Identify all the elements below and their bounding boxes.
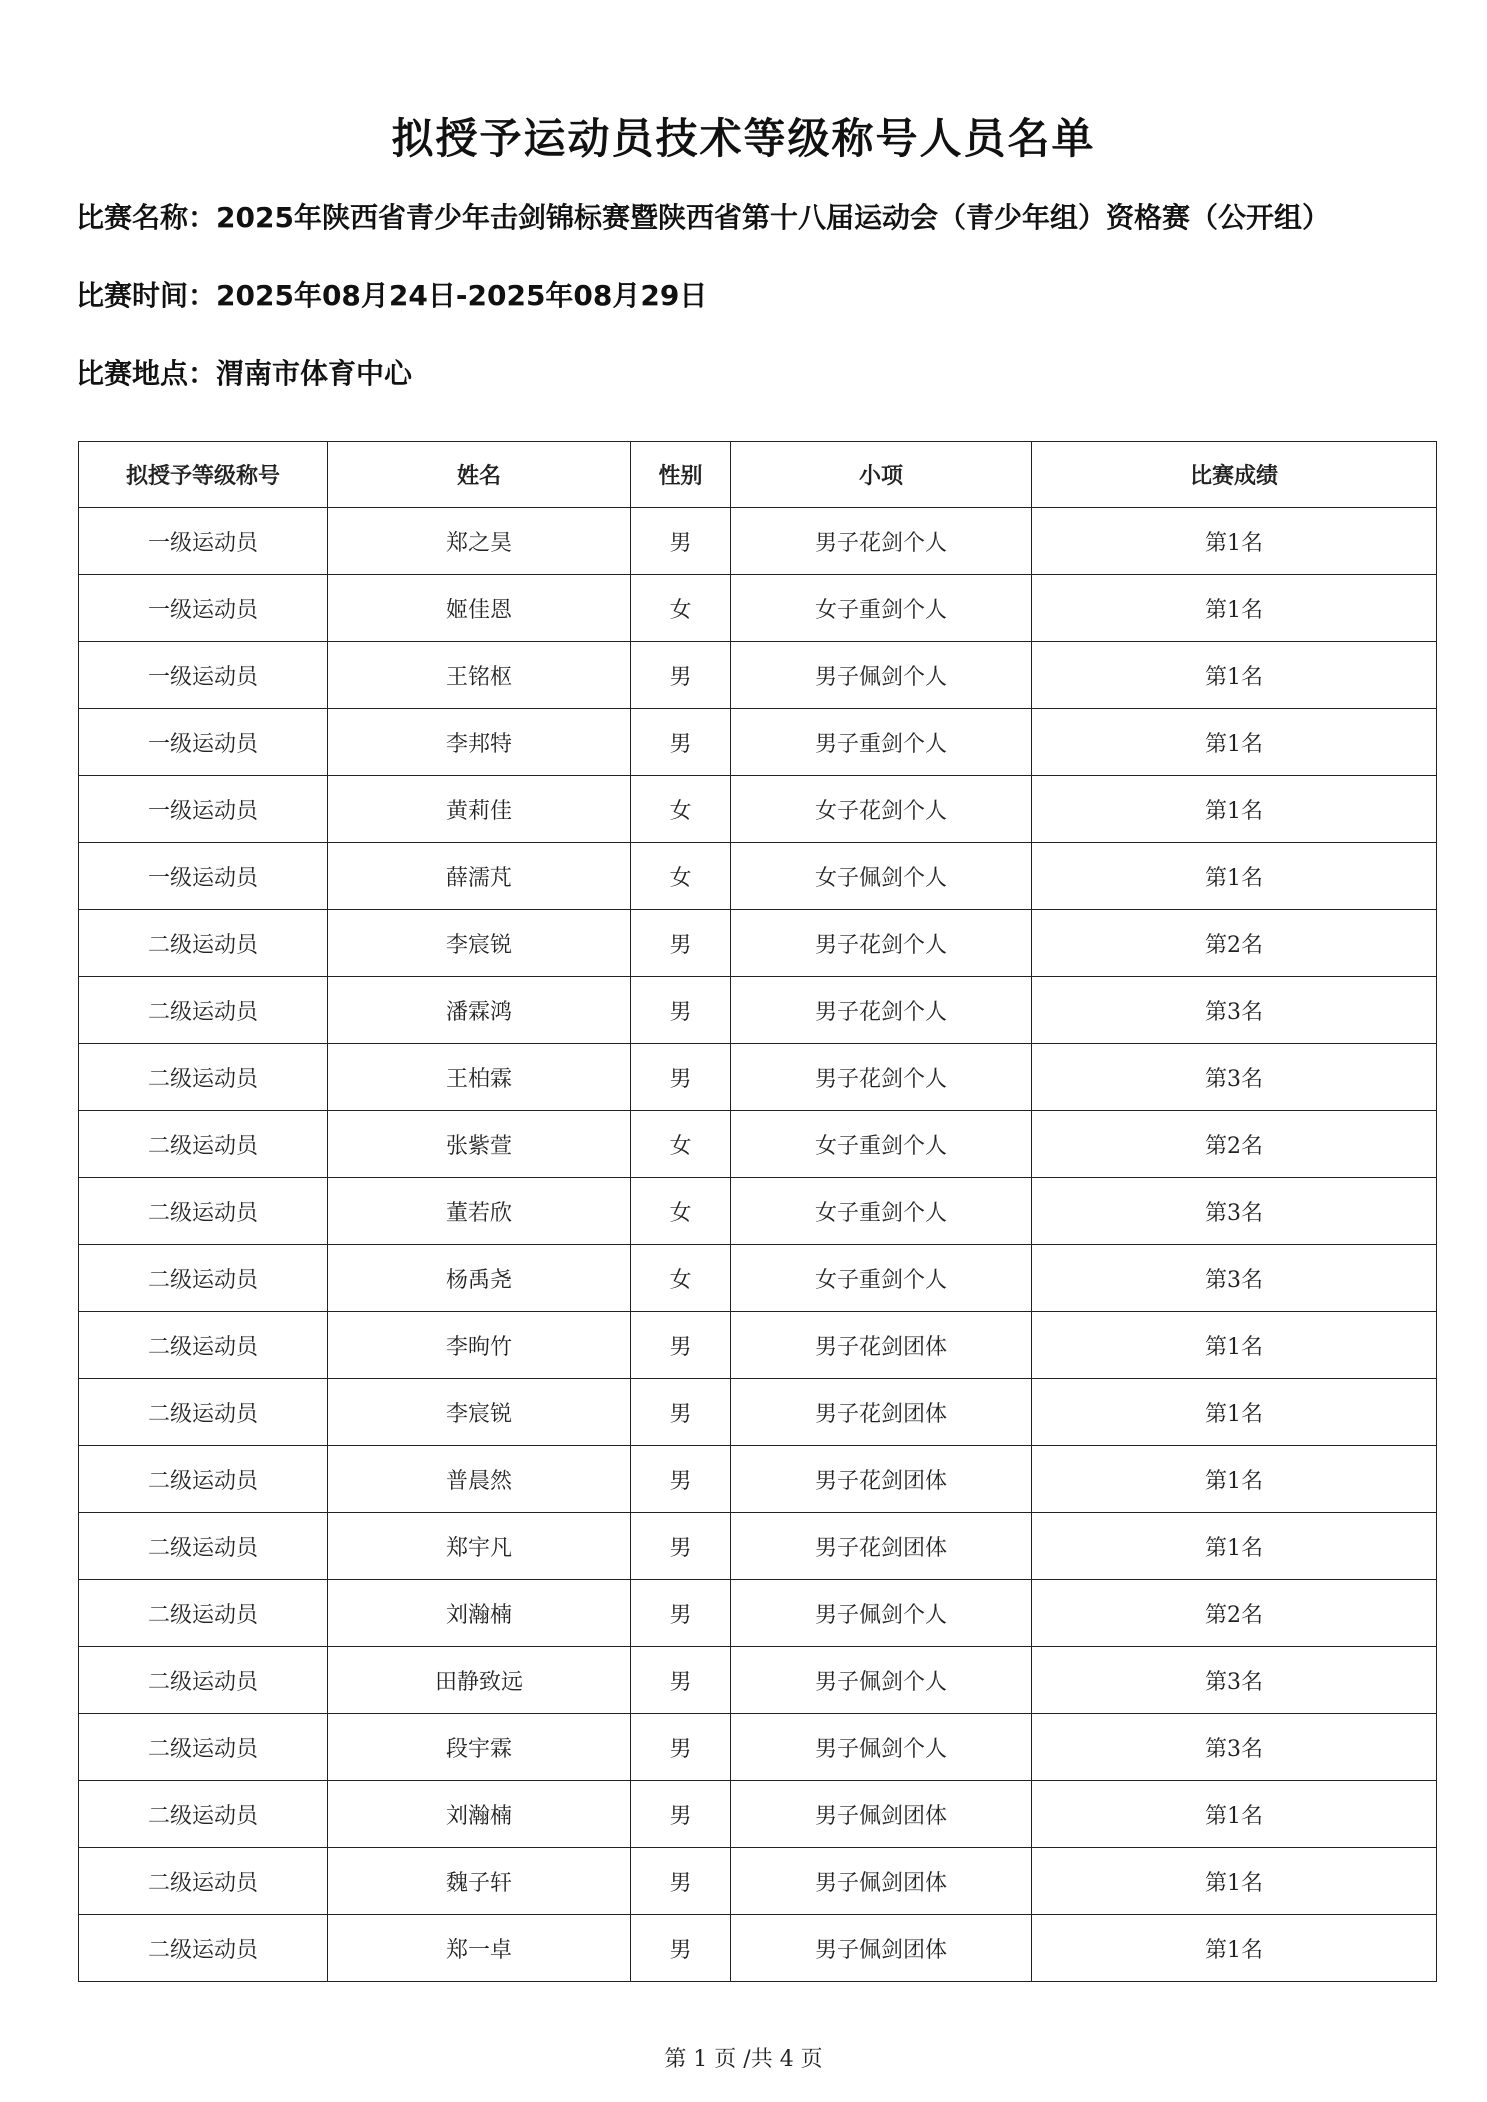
cell-name: 郑一卓 xyxy=(328,1915,631,1982)
cell-name: 魏子轩 xyxy=(328,1848,631,1915)
cell-event: 男子佩剑团体 xyxy=(731,1915,1032,1982)
cell-gender: 男 xyxy=(631,1714,731,1781)
table-row xyxy=(79,508,1437,575)
cell-event: 男子花剑团体 xyxy=(731,1446,1032,1513)
cell-result: 第2名 xyxy=(1032,910,1437,977)
cell-event: 男子重剑个人 xyxy=(731,709,1032,776)
cell-result: 第1名 xyxy=(1032,508,1437,575)
header-name: 姓名 xyxy=(328,442,631,508)
competition-venue-line xyxy=(76,352,412,392)
cell-grade-title: 二级运动员 xyxy=(79,1245,328,1312)
cell-event: 男子花剑个人 xyxy=(731,910,1032,977)
cell-grade-title: 二级运动员 xyxy=(79,1580,328,1647)
cell-gender: 女 xyxy=(631,1245,731,1312)
cell-gender: 男 xyxy=(631,1044,731,1111)
competition-name-value: 2025年陕西省青少年击剑锦标赛暨陕西省第十八届运动会（青少年组）资格赛（公开组） xyxy=(216,201,1330,234)
cell-result: 第1名 xyxy=(1032,776,1437,843)
cell-event: 男子佩剑个人 xyxy=(731,1580,1032,1647)
cell-result: 第3名 xyxy=(1032,1714,1437,1781)
cell-event: 男子花剑个人 xyxy=(731,1044,1032,1111)
page-number: 第 1 页 /共 4 页 xyxy=(664,2047,823,2072)
competition-time-line xyxy=(76,274,707,314)
table-row xyxy=(79,1312,1437,1379)
cell-gender: 男 xyxy=(631,1647,731,1714)
cell-grade-title: 一级运动员 xyxy=(79,642,328,709)
cell-result: 第3名 xyxy=(1032,1044,1437,1111)
cell-name: 郑宇凡 xyxy=(328,1513,631,1580)
cell-name: 李昫竹 xyxy=(328,1312,631,1379)
header-event: 小项 xyxy=(731,442,1032,508)
table-row xyxy=(79,1379,1437,1446)
cell-name: 田静致远 xyxy=(328,1647,631,1714)
table-row xyxy=(79,1044,1437,1111)
cell-gender: 男 xyxy=(631,1848,731,1915)
cell-result: 第1名 xyxy=(1032,1781,1437,1848)
cell-gender: 男 xyxy=(631,1446,731,1513)
table-row xyxy=(79,1647,1437,1714)
cell-result: 第1名 xyxy=(1032,1915,1437,1982)
athlete-grade-table xyxy=(78,441,1437,1982)
cell-gender: 男 xyxy=(631,642,731,709)
table-row xyxy=(79,1848,1437,1915)
cell-result: 第2名 xyxy=(1032,1111,1437,1178)
cell-name: 李邦特 xyxy=(328,709,631,776)
table-row xyxy=(79,977,1437,1044)
cell-gender: 男 xyxy=(631,508,731,575)
competition-name-line xyxy=(76,196,1330,236)
cell-name: 刘瀚楠 xyxy=(328,1781,631,1848)
cell-gender: 女 xyxy=(631,776,731,843)
cell-event: 男子花剑团体 xyxy=(731,1312,1032,1379)
cell-grade-title: 一级运动员 xyxy=(79,776,328,843)
cell-event: 男子佩剑个人 xyxy=(731,1714,1032,1781)
cell-result: 第1名 xyxy=(1032,642,1437,709)
cell-name: 薛濡芃 xyxy=(328,843,631,910)
cell-gender: 男 xyxy=(631,1312,731,1379)
cell-gender: 女 xyxy=(631,1111,731,1178)
cell-gender: 男 xyxy=(631,1379,731,1446)
table-row xyxy=(79,843,1437,910)
cell-gender: 男 xyxy=(631,709,731,776)
cell-result: 第1名 xyxy=(1032,1312,1437,1379)
cell-name: 普晨然 xyxy=(328,1446,631,1513)
cell-name: 董若欣 xyxy=(328,1178,631,1245)
cell-gender: 男 xyxy=(631,1915,731,1982)
cell-event: 男子佩剑个人 xyxy=(731,1647,1032,1714)
table-row xyxy=(79,776,1437,843)
table-row xyxy=(79,1513,1437,1580)
cell-grade-title: 二级运动员 xyxy=(79,977,328,1044)
cell-event: 女子重剑个人 xyxy=(731,1245,1032,1312)
table-row xyxy=(79,1446,1437,1513)
cell-grade-title: 二级运动员 xyxy=(79,1848,328,1915)
cell-event: 女子重剑个人 xyxy=(731,1178,1032,1245)
cell-gender: 女 xyxy=(631,843,731,910)
cell-grade-title: 一级运动员 xyxy=(79,508,328,575)
table-body xyxy=(79,508,1437,1982)
table-row xyxy=(79,1915,1437,1982)
cell-grade-title: 二级运动员 xyxy=(79,910,328,977)
header-result: 比赛成绩 xyxy=(1032,442,1437,508)
cell-grade-title: 一级运动员 xyxy=(79,709,328,776)
table-row xyxy=(79,642,1437,709)
cell-result: 第3名 xyxy=(1032,1178,1437,1245)
cell-grade-title: 二级运动员 xyxy=(79,1111,328,1178)
cell-grade-title: 一级运动员 xyxy=(79,843,328,910)
header-gender: 性别 xyxy=(631,442,731,508)
cell-name: 李宸锐 xyxy=(328,1379,631,1446)
document-title: 拟授予运动员技术等级称号人员名单 xyxy=(391,114,1096,163)
cell-name: 潘霖鸿 xyxy=(328,977,631,1044)
cell-event: 男子佩剑团体 xyxy=(731,1781,1032,1848)
table-header-row xyxy=(79,442,1437,508)
cell-name: 张紫萱 xyxy=(328,1111,631,1178)
cell-name: 王柏霖 xyxy=(328,1044,631,1111)
cell-result: 第1名 xyxy=(1032,1513,1437,1580)
table-row xyxy=(79,1111,1437,1178)
cell-gender: 女 xyxy=(631,575,731,642)
cell-grade-title: 二级运动员 xyxy=(79,1513,328,1580)
cell-grade-title: 二级运动员 xyxy=(79,1781,328,1848)
cell-name: 刘瀚楠 xyxy=(328,1580,631,1647)
cell-result: 第2名 xyxy=(1032,1580,1437,1647)
cell-gender: 男 xyxy=(631,910,731,977)
header-grade-title: 拟授予等级称号 xyxy=(79,442,328,508)
cell-grade-title: 二级运动员 xyxy=(79,1044,328,1111)
cell-event: 女子重剑个人 xyxy=(731,575,1032,642)
table-row xyxy=(79,1580,1437,1647)
cell-grade-title: 一级运动员 xyxy=(79,575,328,642)
cell-name: 姬佳恩 xyxy=(328,575,631,642)
cell-gender: 男 xyxy=(631,977,731,1044)
cell-gender: 男 xyxy=(631,1580,731,1647)
cell-name: 杨禹尧 xyxy=(328,1245,631,1312)
cell-grade-title: 二级运动员 xyxy=(79,1915,328,1982)
cell-result: 第3名 xyxy=(1032,1245,1437,1312)
competition-venue-label: 比赛地点： xyxy=(76,357,217,390)
cell-grade-title: 二级运动员 xyxy=(79,1379,328,1446)
cell-grade-title: 二级运动员 xyxy=(79,1312,328,1379)
cell-grade-title: 二级运动员 xyxy=(79,1714,328,1781)
cell-result: 第1名 xyxy=(1032,843,1437,910)
cell-event: 男子佩剑个人 xyxy=(731,642,1032,709)
table-row xyxy=(79,709,1437,776)
cell-event: 女子佩剑个人 xyxy=(731,843,1032,910)
table-row xyxy=(79,1714,1437,1781)
cell-result: 第1名 xyxy=(1032,1848,1437,1915)
cell-result: 第3名 xyxy=(1032,977,1437,1044)
competition-time-value: 2025年08月24日-2025年08月29日 xyxy=(216,279,708,312)
competition-venue-value: 渭南市体育中心 xyxy=(216,357,413,390)
cell-gender: 男 xyxy=(631,1513,731,1580)
cell-name: 李宸锐 xyxy=(328,910,631,977)
cell-result: 第1名 xyxy=(1032,709,1437,776)
cell-name: 郑之昊 xyxy=(328,508,631,575)
cell-result: 第1名 xyxy=(1032,1446,1437,1513)
cell-result: 第1名 xyxy=(1032,1379,1437,1446)
cell-event: 男子花剑个人 xyxy=(731,977,1032,1044)
cell-name: 黄莉佳 xyxy=(328,776,631,843)
table-row xyxy=(79,910,1437,977)
table-row xyxy=(79,1245,1437,1312)
cell-event: 女子花剑个人 xyxy=(731,776,1032,843)
cell-event: 男子花剑团体 xyxy=(731,1379,1032,1446)
competition-name-label: 比赛名称： xyxy=(76,201,217,234)
cell-event: 男子花剑团体 xyxy=(731,1513,1032,1580)
cell-gender: 女 xyxy=(631,1178,731,1245)
cell-name: 段宇霖 xyxy=(328,1714,631,1781)
cell-result: 第3名 xyxy=(1032,1647,1437,1714)
table-row xyxy=(79,1781,1437,1848)
cell-event: 女子重剑个人 xyxy=(731,1111,1032,1178)
cell-grade-title: 二级运动员 xyxy=(79,1446,328,1513)
table-row xyxy=(79,1178,1437,1245)
cell-result: 第1名 xyxy=(1032,575,1437,642)
cell-gender: 男 xyxy=(631,1781,731,1848)
competition-time-label: 比赛时间： xyxy=(76,279,217,312)
table-row xyxy=(79,575,1437,642)
cell-grade-title: 二级运动员 xyxy=(79,1178,328,1245)
cell-name: 王铭枢 xyxy=(328,642,631,709)
cell-grade-title: 二级运动员 xyxy=(79,1647,328,1714)
cell-event: 男子佩剑团体 xyxy=(731,1848,1032,1915)
cell-event: 男子花剑个人 xyxy=(731,508,1032,575)
